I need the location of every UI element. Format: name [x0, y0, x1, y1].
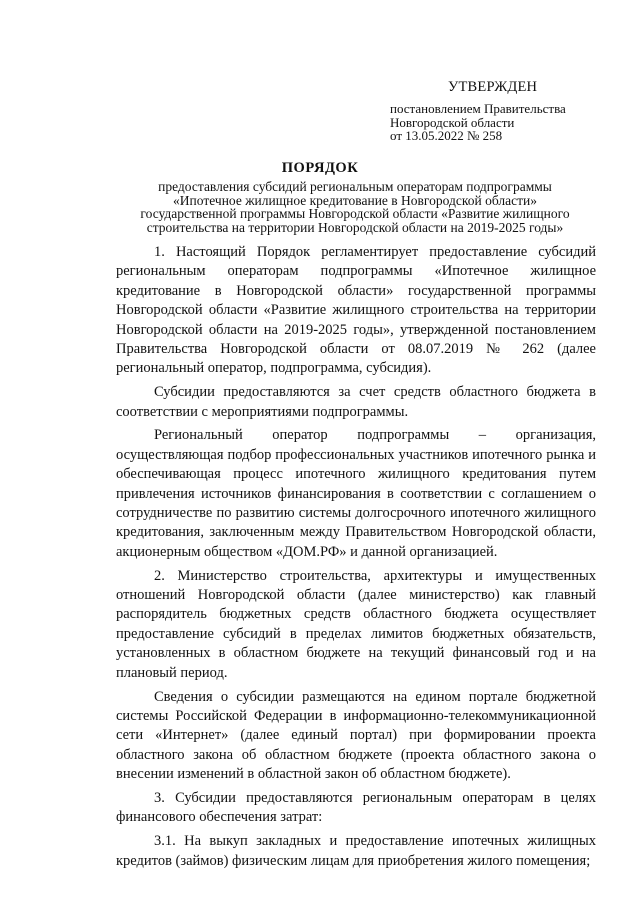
paragraph: 1. Настоящий Порядок регламентирует предоставление субсидий региональным операторам подпрограммы «Ипотечное жилищное кредитование в Новгородской области» государственной программы Новгородской области «Развитие жилищного строительства на территории Новгородской области на 2019-2025 годы», утвержденной постановлением Правительства Новгородской области от 08.07.2019 № 262 (далее региональный оператор, подпрограмма, субсидия). — [116, 244, 596, 377]
approval-line: постановлением Правительства — [390, 101, 566, 116]
document-body — [116, 243, 596, 875]
paragraph: 3.1. На выкуп закладных и предоставление ипотечных жилищных кредитов (займов) физическим лицам для приобретения жилого помещения; — [116, 833, 596, 869]
approval-line: от 13.05.2022 № 258 — [390, 128, 503, 143]
approval-block — [390, 78, 630, 143]
paragraph: Региональный оператор подпрограммы – организация, осуществляющая подбор профессиональных участников ипотечного рынка и обеспечивающая процесс ипотечного жилищного кредитования путем привлечения источников финансирования в соответствии с соглашением о сотрудничестве по развитию системы долгосрочного ипотечного жилищного кредитования, заключенным между Правительством Новгородской области, акционерным обществом «ДОМ.РФ» и данной организацией. — [116, 427, 596, 560]
subtitle-line: предоставления субсидий региональным операторам подпрограммы — [158, 179, 552, 194]
subtitle-line: «Ипотечное жилищное кредитование в Новгородской области» — [173, 192, 537, 208]
paragraph: 2. Министерство строительства, архитектуры и имущественных отношений Новгородской области (далее министерство) как главный распорядитель бюджетных средств областного бюджета осуществляет предоставление субсидий в пределах лимитов бюджетных обязательств, установленных в областном бюджете на текущий финансовый год и на плановый период. — [116, 567, 596, 681]
paragraph: 3. Субсидии предоставляются региональным операторам в целях финансового обеспечения затрат: — [116, 789, 596, 826]
subtitle-line: строительства на территории Новгородской области на 2019-2025 годы» — [146, 219, 564, 235]
approval-heading: УТВЕРЖДЕН — [448, 79, 538, 95]
paragraph: Субсидии предоставляются за счет средств областного бюджета в соответствии с мероприятиями подпрограммы. — [116, 384, 596, 420]
document-subtitle — [100, 180, 610, 234]
paragraph: Сведения о субсидии размещаются на едином портале бюджетной системы Российской Федерации в информационно-телекоммуникационной сети «Интернет» (далее единый портал) при формировании проекта областного закона об областном бюджете (проекта областного закона о внесении изменений в областной закон об областном бюджете). — [116, 688, 596, 783]
approval-line: Новгородской области — [390, 114, 515, 130]
subtitle-line: государственной программы Новгородской области «Развитие жилищного — [140, 206, 570, 221]
document-title: ПОРЯДОК — [281, 160, 359, 176]
